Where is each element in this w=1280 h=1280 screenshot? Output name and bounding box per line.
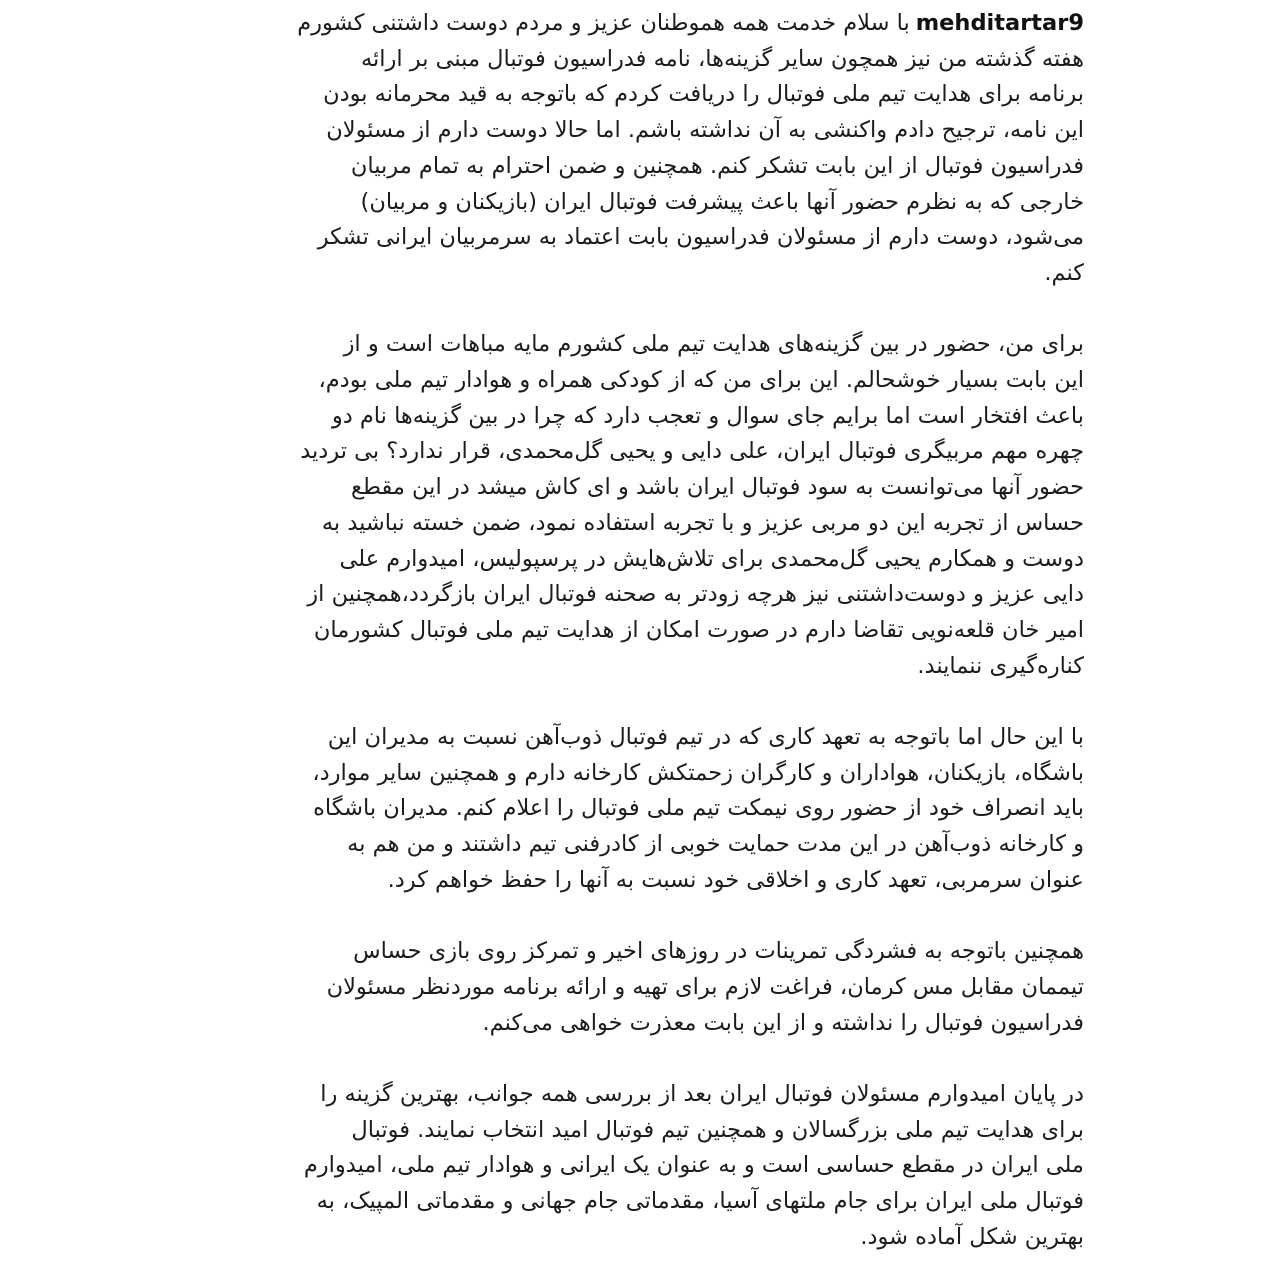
username-link[interactable]: mehditartar9 (915, 10, 1084, 36)
greeting-text: با سلام خدمت همه هموطنان عزیز و مردم دوست داشتنی کشورم (297, 10, 910, 36)
paragraph-2-line: امیر خان قلعه‌نویی تقاضا دارم در صورت امکان از هدایت تیم ملی فوتبال کشورمان (313, 616, 1084, 643)
post-caption (196, 6, 1084, 1256)
paragraph-gap (196, 1041, 1084, 1077)
paragraph-2-line: این بابت بسیار خوشحالم. این برای من که از کودکی همراه و هوادار تیم ملی بودم، (318, 367, 1084, 394)
paragraph-5-line: ملی ایران در مقطع حساسی است و به عنوان یک ایرانی و هوادار تیم ملی، امیدوارم (303, 1152, 1084, 1179)
paragraph-1-line: می‌شود، دوست دارم از مسئولان فدراسیون بابت اعتماد به سرمربیان ایرانی تشکر (317, 224, 1084, 251)
paragraph-3-line: و کارخانه ذوب‌آهن در این مدت حمایت خوبی از کادرفنی تیم داشتند و من هم به (347, 831, 1084, 858)
paragraph-gap (196, 292, 1084, 328)
paragraph-5-line: در پایان امیدوارم مسئولان فوتبال ایران بعد از بررسی همه جوانب، بهترین گزینه را (320, 1081, 1084, 1108)
paragraph-3-line: باشگاه، بازیکنان، هواداران و کارگران زحمتکش کارخانه دارم و همچنین سایر موارد، (312, 759, 1084, 786)
paragraph-5-line: برای هدایت تیم ملی بزرگسالان و همچنین تیم فوتبال امید انتخاب نمایند. فوتبال (351, 1116, 1084, 1143)
paragraph-2-line: باعث افتخار است اما برایم جای سوال و تعجب دارد که چرا در بین گزینه‌ها نام دو (331, 402, 1084, 429)
paragraph-3-line: باید انصراف خود از حضور روی نیمکت تیم ملی فوتبال را اعلام کنم. مدیران باشگاه (313, 795, 1084, 822)
paragraph-1-line: کنم. (1044, 259, 1084, 286)
paragraph-2-line: دوست و همکارم یحیی گل‌محمدی برای تلاش‌هایش در پرسپولیس، امیدوارم علی (339, 545, 1084, 572)
paragraph-1-line: این نامه، ترجیح دادم واکنشی به آن نداشته باشم. اما حالا دوست دارم از مسئولان (326, 117, 1084, 144)
caption-first-line (196, 6, 1084, 42)
paragraph-3-line: با این حال اما باتوجه به تعهد کاری که در تیم فوتبال ذوب‌آهن نسبت به مدیران این (327, 724, 1084, 751)
paragraph-2-line: کناره‌گیری ننمایند. (917, 652, 1084, 679)
paragraph-5-line: بهترین شکل آماده شود. (860, 1223, 1084, 1250)
paragraph-4-line: همچنین باتوجه به فشردگی تمرینات در روزهای اخیر و تمرکز روی بازی حساس (353, 938, 1084, 965)
paragraph-2-line: دایی عزیز و دوست‌داشتنی نیز هرچه زودتر به صحنه فوتبال ایران بازگردد،همچنین از (307, 581, 1084, 608)
paragraph-5-line: فوتبال ملی ایران برای جام ملتهای آسیا، مقدماتی جام جهانی و مقدماتی المپیک، به (316, 1188, 1084, 1215)
paragraph-1-line: خارجی که به نظرم حضور آنها باعث پیشرفت فوتبال ایران (بازیکنان و مربیان) (360, 188, 1084, 215)
paragraph-2-line: برای من، حضور در بین گزینه‌های هدایت تیم ملی کشورم مایه مباهات است و از (343, 331, 1084, 358)
paragraph-3-line: عنوان سرمربی، تعهد کاری و اخلاقی خود نسبت به آنها را حفظ خواهم کرد. (387, 866, 1084, 893)
paragraph-gap (196, 684, 1084, 720)
paragraph-1-line: برنامه برای هدایت تیم ملی فوتبال را دریافت کردم که باتوجه به قید محرمانه بودن (323, 81, 1084, 108)
paragraph-gap (196, 899, 1084, 935)
paragraph-2-line: چهره مهم مربیگری فوتبال ایران، علی دایی و یحیی گل‌محمدی، قرار ندارد؟ بی تردید (300, 438, 1084, 465)
paragraph-1-line: هفته گذشته من نیز همچون سایر گزینه‌ها، نامه فدراسیون فوتبال مبنی بر ارائه (360, 45, 1084, 72)
paragraph-2-line: حضور آنها می‌توانست به سود فوتبال ایران باشد و ای کاش میشد در این مقطع (351, 474, 1084, 501)
paragraph-4-line: فدراسیون فوتبال را نداشته و از این بابت معذرت خواهی می‌کنم. (482, 1009, 1084, 1036)
paragraph-4-line: تیممان مقابل مس کرمان، فراغت لازم برای تهیه و ارائه برنامه موردنظر مسئولان (326, 973, 1084, 1000)
paragraph-1-line: فدراسیون فوتبال از این بابت تشکر کنم. همچنین و ضمن احترام به تمام مربیان (350, 152, 1084, 179)
paragraph-2-line: حساس از تجربه این دو مربی عزیز و با تجربه استفاده نمود، ضمن خسته نباشید به (321, 509, 1084, 536)
